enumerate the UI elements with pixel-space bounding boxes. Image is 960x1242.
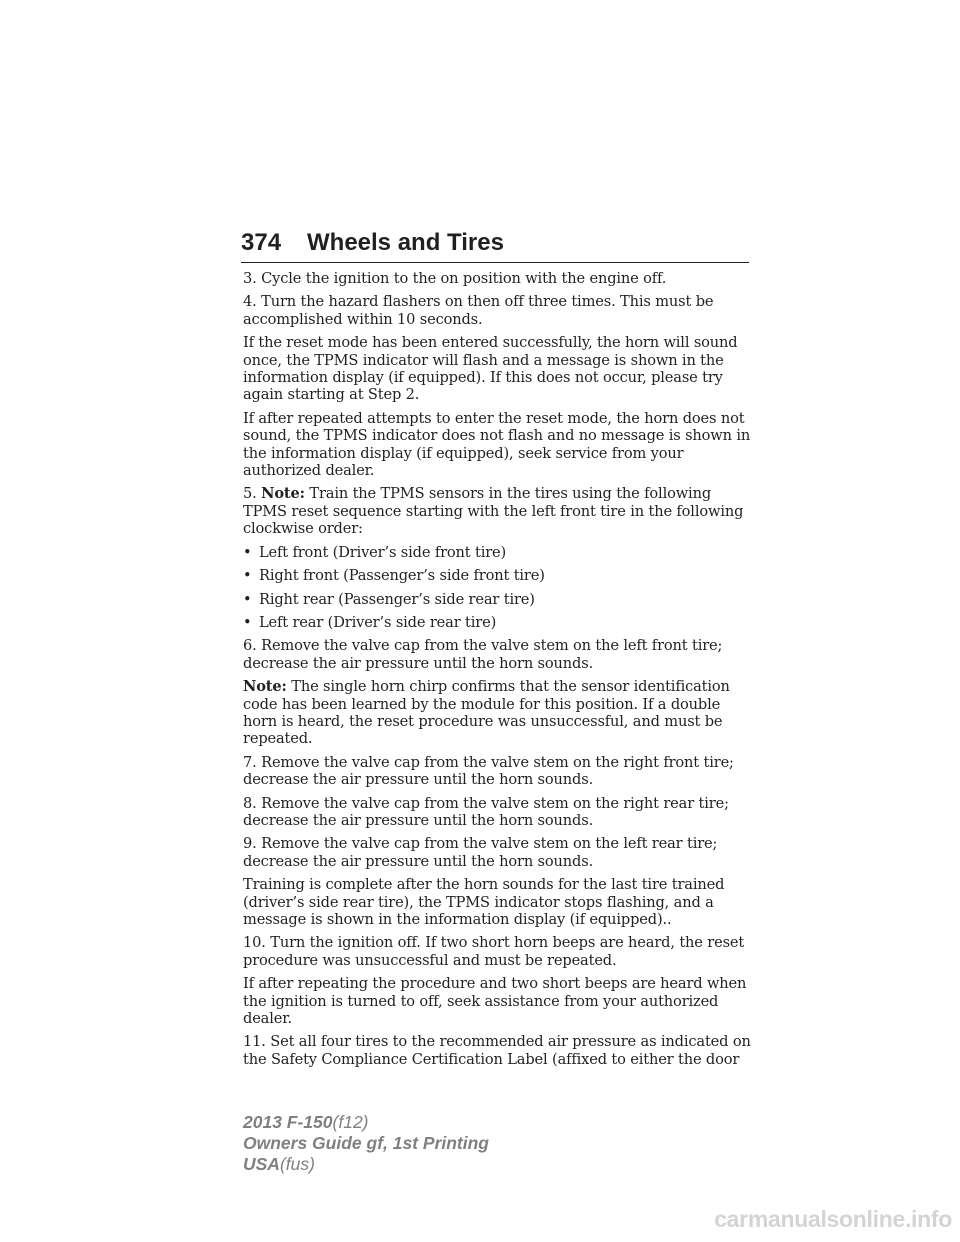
step-11-paragraph: 11. Set all four tires to the recommended air pressure as indicated on the Safety Compliance Certification Label (affixed to either the door: [243, 1033, 751, 1068]
step-5-number: 5.: [243, 485, 257, 503]
watermark: carmanualsonline.info: [714, 1206, 952, 1232]
step-4-paragraph: 4. Turn the hazard flashers on then off three times. This must be accomplished within 10 seconds.: [243, 293, 714, 328]
footer-line-2: Owners Guide gf, 1st Printing: [243, 1133, 489, 1153]
bullet-icon: •: [243, 543, 252, 561]
list-item: • Left front (Driver’s side front tire): [243, 543, 507, 561]
page-content: [243, 270, 751, 1074]
page-number: 374: [241, 229, 282, 256]
reset-failure-paragraph: If after repeated attempts to enter the reset mode, the horn does not sound, the TPMS indicator does not flash and no message is shown in the information display (if equipped), seek service from your authorized dealer.: [243, 409, 751, 480]
page-header: [241, 228, 749, 263]
footer-line-1: 2013 F-150(f12): [243, 1112, 369, 1132]
step-6-paragraph: 6. Remove the valve cap from the valve stem on the left front tire; decrease the air pressure until the horn sounds.: [243, 637, 723, 672]
bullet-icon: •: [243, 613, 252, 631]
section-title: Wheels and Tires: [307, 229, 504, 256]
note-label: Note:: [243, 678, 287, 696]
bullet-icon: •: [243, 590, 252, 608]
bullet-icon: •: [243, 567, 252, 585]
reset-success-paragraph: If the reset mode has been entered successfully, the horn will sound once, the TPMS indicator will flash and a message is shown in the information display (if equipped). If this does not occur, please try again starting at Step 2.: [243, 334, 738, 404]
repeat-failure-paragraph: If after repeating the procedure and two short beeps are heard when the ignition is turned to off, seek assistance from your authorized dealer.: [243, 975, 747, 1028]
training-complete-paragraph: Training is complete after the horn sounds for the last tire trained (driver’s side rear tire), the TPMS indicator stops flashing, and a message is shown in the information display (if equipped)..: [243, 876, 725, 928]
step-5-text: Train the TPMS sensors in the tires using the following TPMS reset sequence starting with the left front tire in the following clockwise order:: [243, 485, 744, 538]
page-footer: [243, 1112, 603, 1175]
list-item: • Left rear (Driver’s side rear tire): [243, 613, 497, 631]
note-text: The single horn chirp confirms that the sensor identification code has been learned by the module for this position. If a double horn is heard, the reset procedure was unsuccessful, and must be repeated.: [243, 678, 730, 748]
footer-line-3: USA(fus): [243, 1154, 315, 1174]
step-9-paragraph: 9. Remove the valve cap from the valve stem on the left rear tire; decrease the air pressure until the horn sounds.: [243, 835, 718, 870]
list-item: • Right rear (Passenger’s side rear tire): [243, 590, 535, 608]
note-paragraph: [243, 678, 751, 748]
note-label: Note:: [261, 485, 305, 503]
step-7-paragraph: 7. Remove the valve cap from the valve stem on the right front tire; decrease the air pressure until the horn sounds.: [243, 753, 734, 789]
tire-order-list: [243, 544, 751, 632]
list-item: • Right front (Passenger’s side front tire): [243, 567, 545, 585]
step-8-paragraph: 8. Remove the valve cap from the valve stem on the right rear tire; decrease the air pressure until the horn sounds.: [243, 794, 729, 829]
step-10-paragraph: 10. Turn the ignition off. If two short horn beeps are heard, the reset procedure was unsuccessful and must be repeated.: [243, 934, 745, 969]
step-5-paragraph: [243, 485, 751, 537]
step-3-paragraph: 3. Cycle the ignition to the on position with the engine off.: [243, 270, 667, 287]
